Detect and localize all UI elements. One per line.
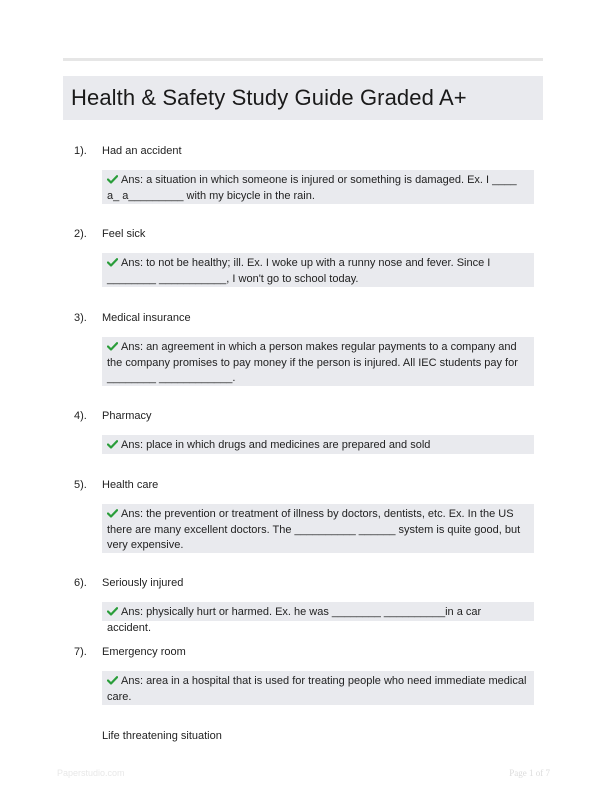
item-number: 4). [74,410,87,422]
answer-box [102,602,534,634]
answer-box [102,435,534,454]
check-icon [107,258,118,267]
check-icon [107,676,118,685]
item-term: Emergency room [102,646,186,658]
item-number: 2). [74,228,87,240]
answer-text: Ans: a situation in which someone is injured or something is damaged. Ex. I ____ a_ a_________ with my bicycle in the rain. [107,174,517,202]
item-number: 7). [74,646,87,658]
item-term: Pharmacy [102,410,152,422]
answer-box [102,170,534,204]
footer-watermark: Paperstudio.com [57,768,125,778]
item-term: Health care [102,479,159,491]
answer-text: Ans: physically hurt or harmed. Ex. he was ________ __________in a car accident. [107,606,482,634]
answer-text: Ans: place in which drugs and medicines are prepared and sold [121,439,431,451]
answer-box [102,504,534,553]
check-icon [107,342,118,351]
top-rule [63,58,543,61]
answer-box [102,337,534,386]
item-number: 6). [74,577,87,589]
check-icon [107,440,118,449]
item-number: 3). [74,312,87,324]
page-number: Page 1 of 7 [509,768,550,778]
item-term: Feel sick [102,228,146,240]
item-term: Seriously injured [102,577,184,589]
answer-text: Ans: to not be healthy; ill. Ex. I woke up with a runny nose and fever. Since I ________ ___________, I won't go to school today. [107,257,491,285]
check-icon [107,175,118,184]
check-icon [107,509,118,518]
title-bar [63,76,543,120]
item-number: 5). [74,479,87,491]
page-title: Health & Safety Study Guide Graded A+ [71,85,467,110]
item-number: 1). [74,145,87,157]
answer-text: Ans: the prevention or treatment of illness by doctors, dentists, etc. Ex. In the US there are many excellent doctors. The __________ ______ system is quite good, but very expensive. [107,508,521,551]
answer-box [102,671,534,705]
item-term: Life threatening situation [102,730,222,742]
item-term: Had an accident [102,145,182,157]
answer-text: Ans: area in a hospital that is used for treating people who need immediate medical care. [107,675,527,703]
item-term: Medical insurance [102,312,191,324]
answer-text: Ans: an agreement in which a person makes regular payments to a company and the company promises to pay money if the person is injured. All IEC students pay for ________ ____________. [107,341,518,384]
check-icon [107,607,118,616]
answer-box [102,253,534,287]
